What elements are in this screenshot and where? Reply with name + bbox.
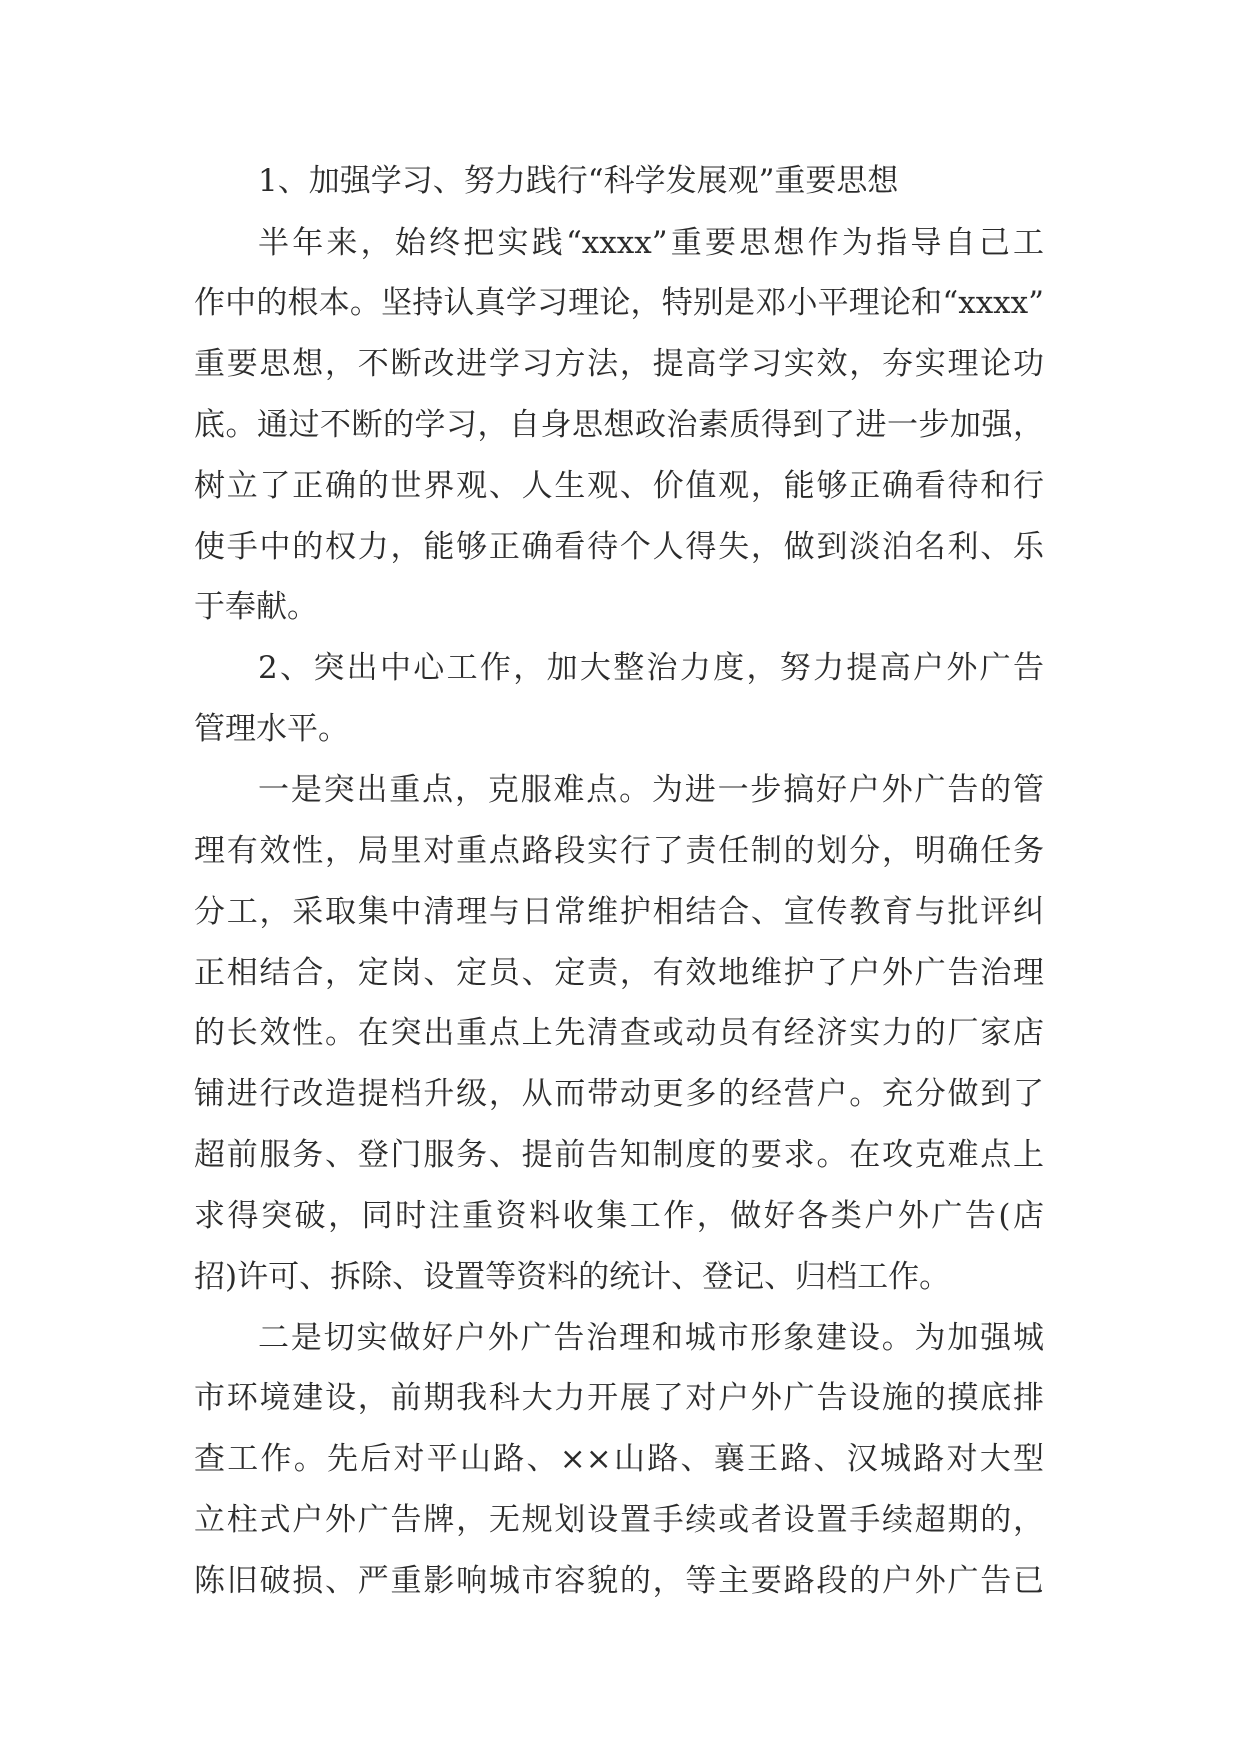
paragraph-line: 超前服务、登门服务、提前告知制度的要求。在攻克难点上: [194, 1137, 1044, 1173]
paragraph-line: 查工作。先后对平山路、××山路、襄王路、汉城路对大型: [194, 1441, 1044, 1477]
paragraph-line: 底。通过不断的学习，自身思想政治素质得到了进一步加强，: [194, 407, 1044, 443]
heading-2: 2、突出中心工作，加大整治力度，努力提高户外广告: [258, 650, 1044, 686]
paragraph-line: 于奉献。: [194, 589, 318, 625]
paragraph-line: 的长效性。在突出重点上先清查或动员有经济实力的厂家店: [194, 1015, 1044, 1051]
paragraph-line: 立柱式户外广告牌，无规划设置手续或者设置手续超期的，: [194, 1502, 1044, 1538]
paragraph-line: 招)许可、拆除、设置等资料的统计、登记、归档工作。: [194, 1259, 951, 1295]
paragraph-line: 一是突出重点，克服难点。为进一步搞好户外广告的管: [258, 772, 1044, 808]
paragraph-line: 理有效性，局里对重点路段实行了责任制的划分，明确任务: [194, 833, 1044, 869]
paragraph-line: 陈旧破损、严重影响城市容貌的，等主要路段的户外广告已: [194, 1563, 1044, 1599]
paragraph-line: 求得突破，同时注重资料收集工作，做好各类户外广告(店: [194, 1198, 1044, 1234]
paragraph-line: 树立了正确的世界观、人生观、价值观，能够正确看待和行: [194, 468, 1044, 504]
paragraph-line: 重要思想，不断改进学习方法，提高学习实效，夯实理论功: [194, 346, 1044, 382]
paragraph-line: 半年来，始终把实践“xxxx”重要思想作为指导自己工: [258, 225, 1044, 261]
paragraph-line: 铺进行改造提档升级，从而带动更多的经营户。充分做到了: [194, 1076, 1044, 1112]
paragraph-line: 管理水平。: [194, 711, 349, 747]
paragraph-line: 分工，采取集中清理与日常维护相结合、宣传教育与批评纠: [194, 894, 1044, 930]
paragraph-line: 正相结合，定岗、定员、定责，有效地维护了户外广告治理: [194, 955, 1044, 991]
heading-1: 1、加强学习、努力践行“科学发展观”重要思想: [258, 163, 899, 199]
paragraph-line: 使手中的权力，能够正确看待个人得失，做到淡泊名利、乐: [194, 529, 1044, 565]
paragraph-line: 二是切实做好户外广告治理和城市形象建设。为加强城: [258, 1320, 1044, 1356]
paragraph-line: 作中的根本。坚持认真学习理论，特别是邓小平理论和“xxxx”: [194, 285, 1044, 321]
paragraph-line: 市环境建设，前期我科大力开展了对户外广告设施的摸底排: [194, 1380, 1044, 1416]
